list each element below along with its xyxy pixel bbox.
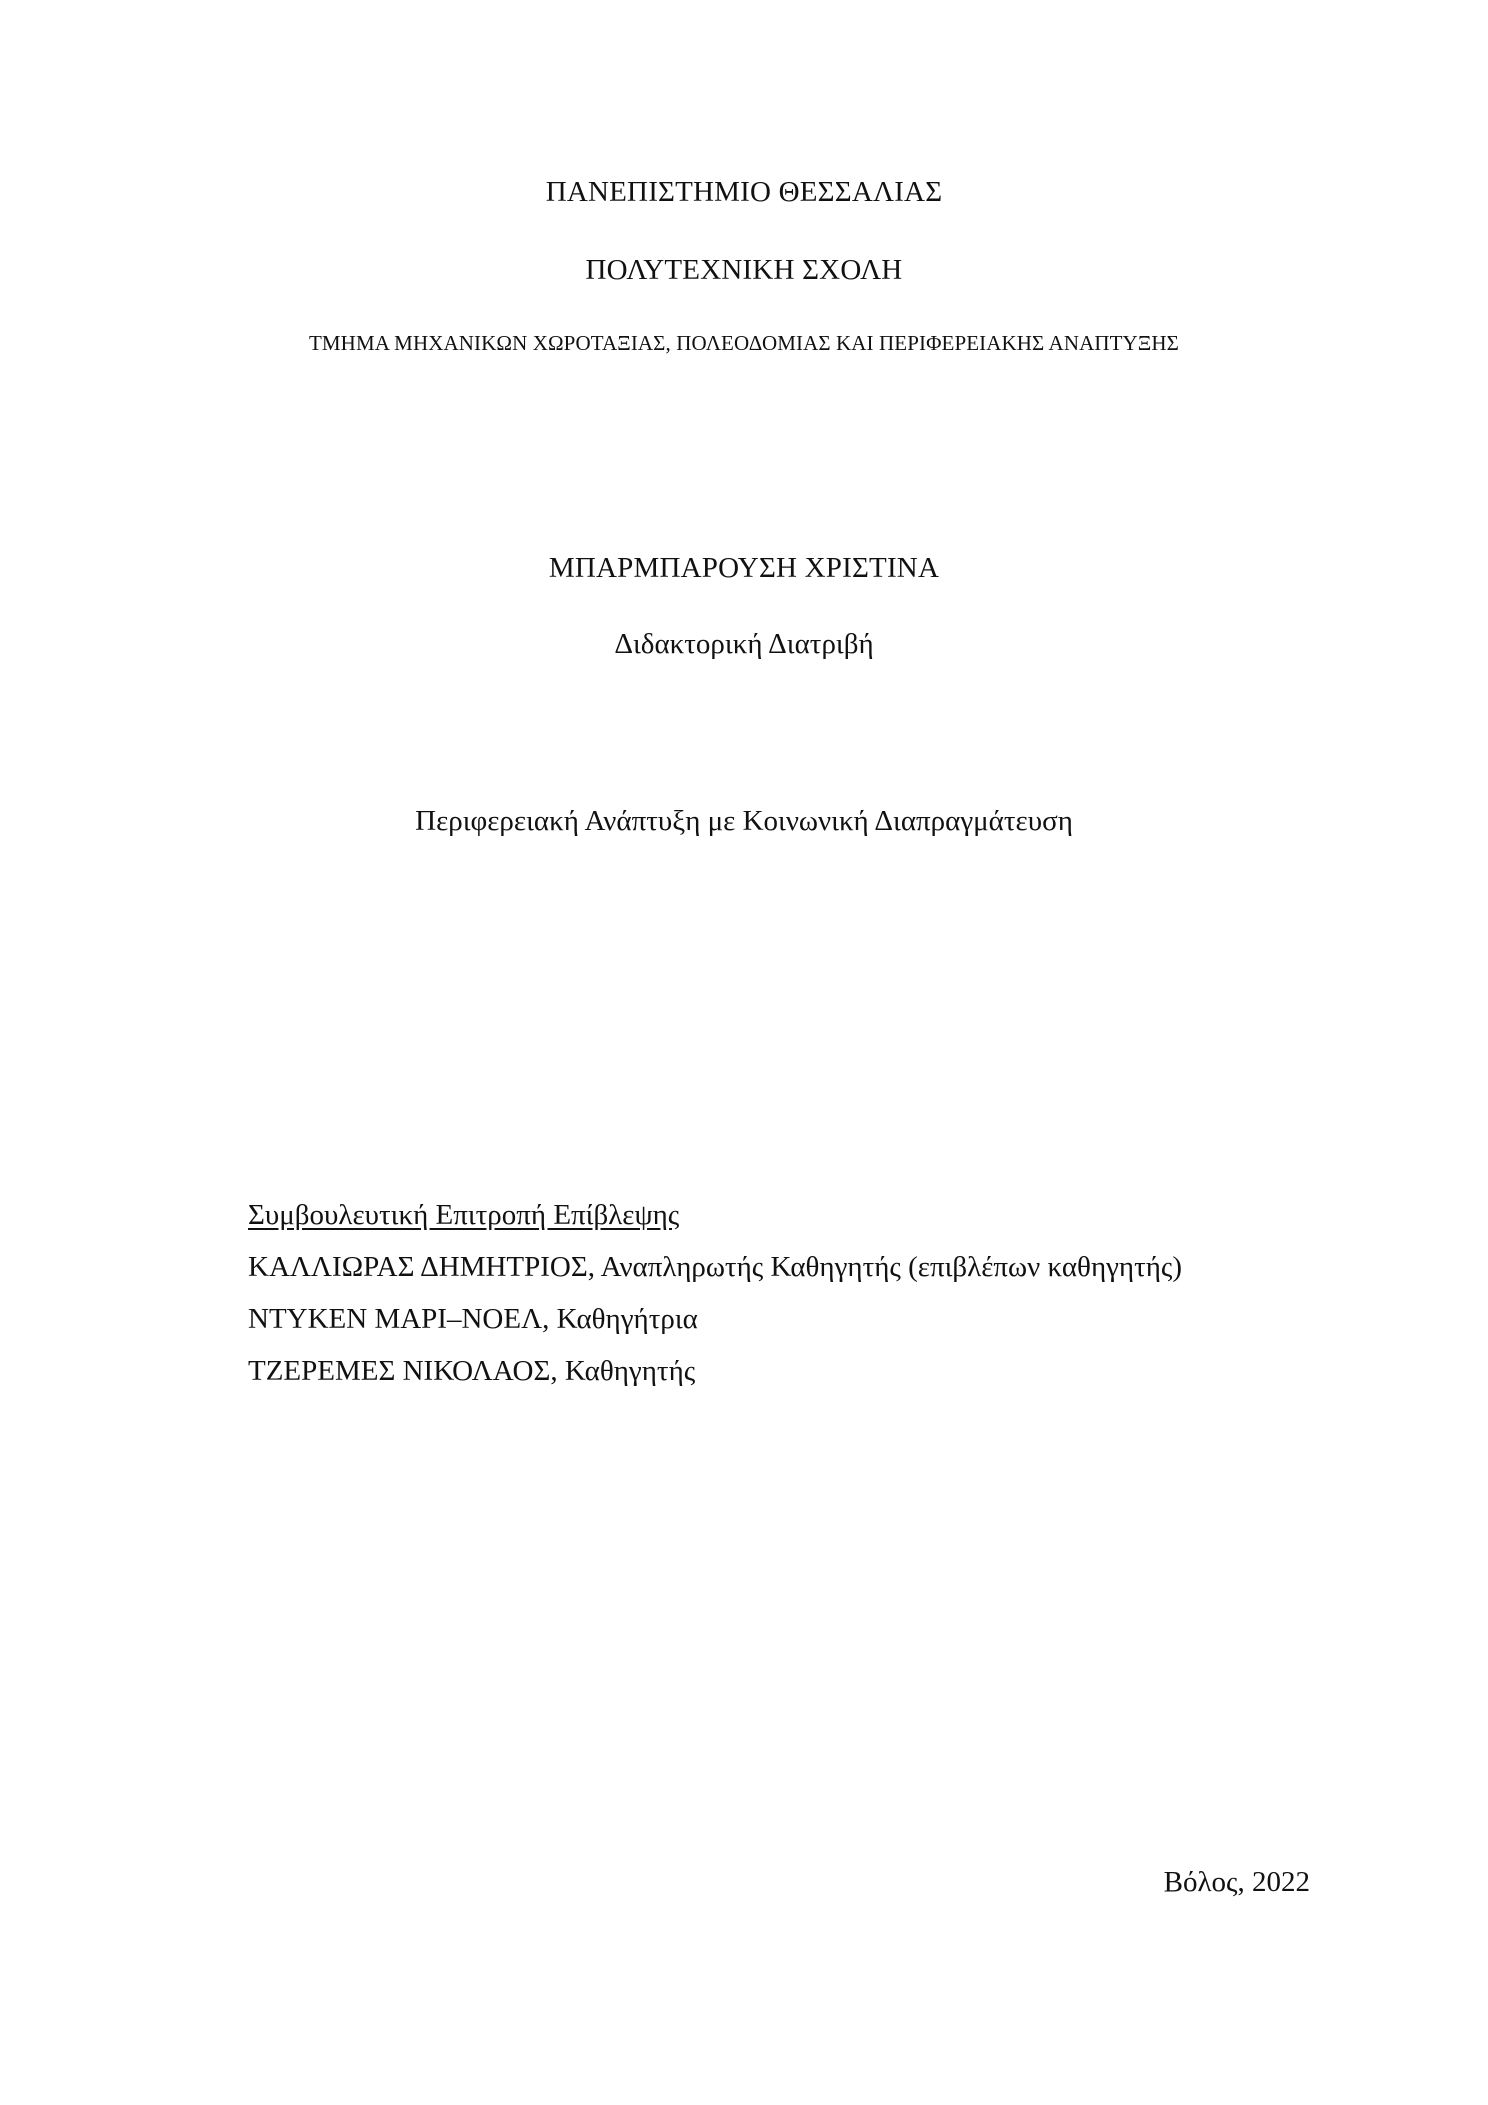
department-name: ΤΜΗΜΑ ΜΗΧΑΝΙΚΩΝ ΧΩΡΟΤΑΞΙΑΣ, ΠΟΛΕΟΔΟΜΙΑΣ ΚΑΙ ΠΕΡΙΦΕΡΕΙΑΚΗΣ ΑΝΑΠΤΥΞΗΣ (308, 331, 1180, 355)
place-and-date: Βόλος, 2022 (1163, 1866, 1310, 1898)
committee-member: ΝΤΥΚΕΝ ΜΑΡΙ–ΝΟΕΛ, Καθηγήτρια (248, 1303, 698, 1335)
advisory-committee (248, 1196, 1182, 1404)
thesis-title: Περιφερειακή Ανάπτυξη με Κοινωνική Διαπραγμάτευση (415, 805, 1073, 837)
university-name: ΠΑΝΕΠΙΣΤΗΜΙΟ ΘΕΣΣΑΛΙΑΣ (545, 176, 943, 208)
document-type: Διδακτορική Διατριβή (614, 628, 874, 660)
school-name: ΠΟΛΥΤΕΧΝΙΚΗ ΣΧΟΛΗ (585, 254, 903, 286)
author-name: ΜΠΑΡΜΠΑΡΟΥΣΗ ΧΡΙΣΤΙΝΑ (548, 552, 940, 584)
committee-member: ΚΑΛΛΙΩΡΑΣ ΔΗΜΗΤΡΙΟΣ, Αναπληρωτής Καθηγητής (επιβλέπων καθηγητής) (248, 1251, 1183, 1283)
committee-heading: Συμβουλευτική Επιτροπή Επίβλεψης (248, 1199, 680, 1231)
committee-member: ΤΖΕΡΕΜΕΣ ΝΙΚΟΛΑΟΣ, Καθηγητής (248, 1355, 696, 1387)
